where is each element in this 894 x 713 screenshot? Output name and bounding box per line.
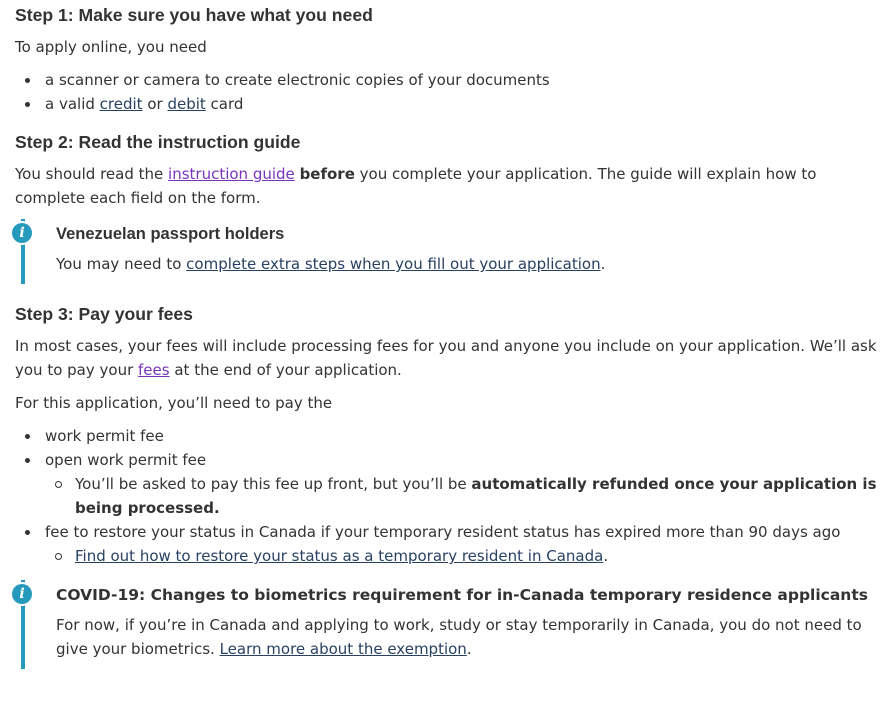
info-icon: i [12, 223, 32, 243]
list-item: a valid credit or debit card [45, 92, 878, 116]
step3-pay-intro: For this application, you’ll need to pay the [15, 394, 333, 412]
step1-requirements-list [15, 68, 878, 116]
open-work-permit-sublist [45, 472, 878, 520]
alert-text: You may need to complete extra steps when you fill out your application. [56, 255, 606, 273]
info-icon: i [12, 584, 32, 604]
venezuelan-passport-alert [21, 219, 878, 284]
page-content [0, 3, 894, 669]
list-item: a scanner or camera to create electronic copies of your documents [45, 68, 878, 92]
list-item: open work permit fee You’ll be asked to pay this fee up front, but you’ll be automatically refunded once your application is being processed. [45, 448, 878, 520]
alert-text: For now, if you’re in Canada and applying to work, study or stay temporarily in Canada, you do not need to give your biometrics. Learn more about the exemption. [56, 616, 862, 658]
step3-heading: Step 3: Pay your fees [15, 304, 193, 324]
list-item: Find out how to restore your status as a temporary resident in Canada. [75, 544, 878, 568]
step2-text: You should read the instruction guide before you complete your application. The guide will explain how to complete each field on the form. [15, 165, 817, 207]
alert-heading: COVID-19: Changes to biometrics requirement for in-Canada temporary residence applicants [56, 586, 868, 604]
alert-heading: Venezuelan passport holders [56, 225, 285, 243]
list-item: fee to restore your status in Canada if your temporary resident status has expired more than 90 days ago Find out how to restore your status as a temporary resident in Canada. [45, 520, 878, 568]
step3-fees-text: In most cases, your fees will include processing fees for you and anyone you include on your application. We’ll ask you to pay your fees at the end of your application. [15, 337, 877, 379]
covid-biometrics-alert [21, 580, 878, 669]
list-item: You’ll be asked to pay this fee up front, but you’ll be automatically refunded once your application is being processed. [75, 472, 878, 520]
instruction-guide-link[interactable]: instruction guide [168, 165, 295, 183]
credit-link[interactable]: credit [99, 95, 143, 113]
list-item: work permit fee [45, 424, 878, 448]
step1-heading: Step 1: Make sure you have what you need [15, 5, 373, 25]
extra-steps-link[interactable]: complete extra steps when you fill out your application [186, 255, 601, 273]
debit-link[interactable]: debit [167, 95, 206, 113]
step2-heading: Step 2: Read the instruction guide [15, 132, 301, 152]
restore-status-link[interactable]: Find out how to restore your status as a temporary resident in Canada [75, 547, 604, 565]
fees-list [15, 424, 878, 568]
fees-link[interactable]: fees [138, 361, 170, 379]
biometrics-exemption-link[interactable]: Learn more about the exemption [219, 640, 467, 658]
step1-intro: To apply online, you need [15, 38, 207, 56]
restore-status-sublist [45, 544, 878, 568]
